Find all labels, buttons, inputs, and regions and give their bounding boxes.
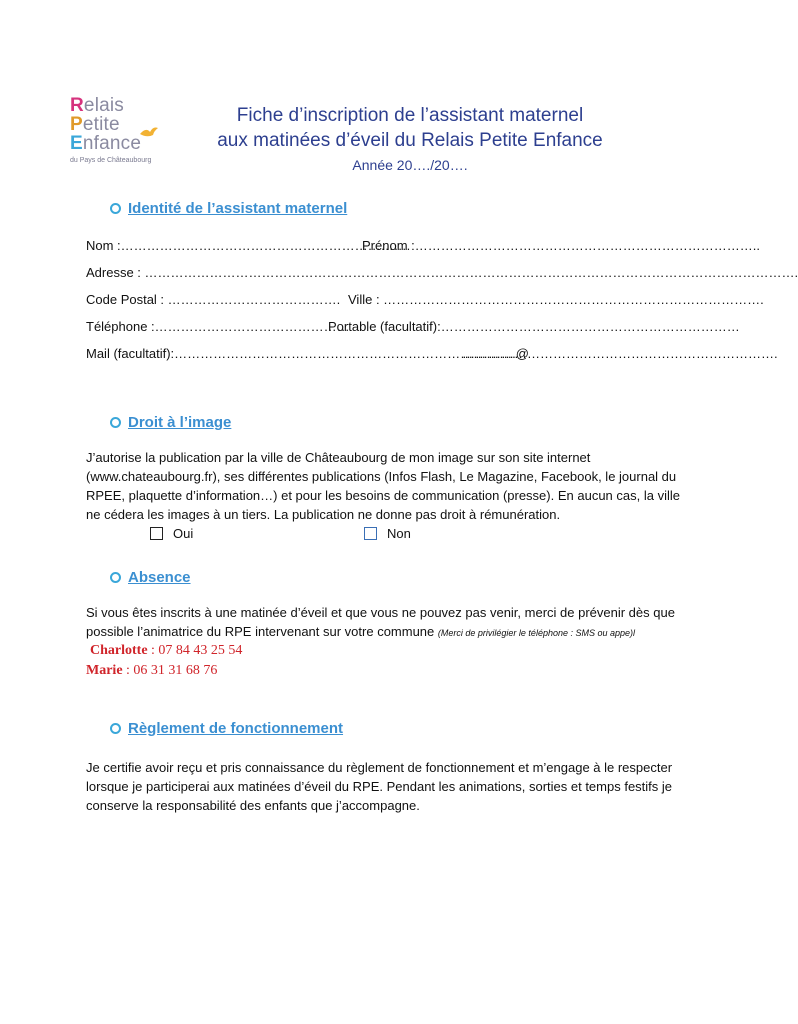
- ville-field[interactable]: Ville : …………………………………………………………………………….: [348, 292, 764, 307]
- adresse-field[interactable]: Adresse : …………………………………………………………………………………………………………………………………….: [86, 265, 798, 280]
- contact-charlotte: Charlotte : 07 84 43 25 54: [90, 643, 243, 658]
- absence-note: (Merci de privilégier le téléphone : SMS ou appe)l: [437, 628, 636, 638]
- checkbox-oui[interactable]: [150, 527, 163, 540]
- field-row-mail: [86, 346, 778, 364]
- portable-field[interactable]: Portable (facultatif):……………………………………………………………: [328, 319, 740, 334]
- logo-line-enfance: Enfance: [70, 133, 142, 154]
- mail-domain-field[interactable]: ……………………………………………………………….: [462, 346, 778, 361]
- field-row-telephone: [86, 319, 740, 337]
- section-rules-heading: Règlement de fonctionnement: [110, 718, 343, 738]
- absence-paragraph: Si vous êtes inscrits à une matinée d’éveil et que vous ne pouvez pas venir, merci de prévenir dès que possible l’animatrice du RPE intervenant sur votre commune (Merci de privilégier le téléphone : SMS ou appe)l: [86, 605, 675, 639]
- section-absence-heading: Absence: [110, 567, 191, 587]
- rules-paragraph: Je certifie avoir reçu et pris connaissance du règlement de fonctionnement et m’engage à le respecter lorsque je participerai aux matinées d’éveil du RPE. Pendant les animations, sorties et temps festifs je conserve la responsabilité des enfants que j’accompagne.: [86, 760, 673, 813]
- page-title: Fiche d’inscription de l’assistant maternel: [236, 105, 584, 126]
- option-non[interactable]: Non: [364, 524, 411, 542]
- bullet-circle-icon: [110, 572, 121, 583]
- field-row-code-postal: [86, 292, 764, 310]
- field-row-adresse: [86, 265, 798, 283]
- bullet-circle-icon: [110, 203, 121, 214]
- logo-subtitle: du Pays de Châteaubourg: [70, 157, 152, 164]
- prenom-field[interactable]: Prénom :……………………………………………………………………..: [362, 238, 760, 253]
- bullet-circle-icon: [110, 723, 121, 734]
- option-oui[interactable]: Oui: [150, 524, 193, 542]
- nom-field[interactable]: Nom :………………………………………………………….: [86, 238, 411, 253]
- bullet-circle-icon: [110, 417, 121, 428]
- section-identity-heading: Identité de l’assistant maternel: [110, 198, 347, 218]
- telephone-field[interactable]: Téléphone :………………………………………: [86, 319, 350, 334]
- field-row-nom: [86, 238, 760, 256]
- year-line: Année 20…./20….: [352, 157, 468, 173]
- logo-line-petite: Petite: [70, 114, 120, 135]
- page-title-line2: aux matinées d’éveil du Relais Petite Enfance: [217, 130, 603, 151]
- checkbox-non[interactable]: [364, 527, 377, 540]
- section-image-rights-heading: Droit à l’image: [110, 412, 231, 432]
- image-rights-paragraph: J’autorise la publication par la ville de Châteaubourg de mon image sur son site internet (www.chateaubourg.fr), ses différentes publications (Infos Flash, Le Magazine, Facebook, le journal du RPEE, plaquette d’information…) et pour les besoins de communication (presse). En aucun cas, la ville ne cédera les images à un tiers. La publication ne donne pas droit à rémunération.: [86, 450, 680, 522]
- code-postal-field[interactable]: Code Postal : ………………………………….: [86, 292, 341, 307]
- logo-line-relais: Relais: [70, 95, 124, 116]
- contact-marie: Marie : 06 31 31 68 76: [86, 663, 218, 678]
- mail-field[interactable]: Mail (facultatif):…………………………………………………………………….@: [86, 346, 529, 361]
